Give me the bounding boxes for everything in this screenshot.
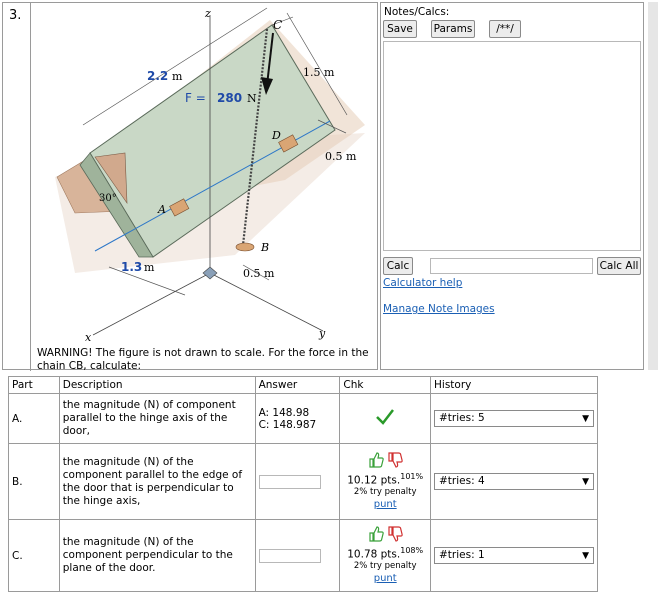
part-a: A.	[9, 394, 60, 444]
answer-a-line1: A: 148.98	[258, 406, 310, 419]
notes-title: Notes/Calcs:	[384, 6, 450, 18]
chk-b	[340, 444, 431, 520]
chk-a	[340, 394, 431, 444]
problem-frame	[2, 2, 378, 370]
label-d: D	[272, 129, 281, 142]
table-row	[9, 444, 598, 520]
header-answer: Answer	[255, 377, 340, 394]
punt-link-b[interactable]: punt	[373, 499, 397, 511]
question-number-cell	[3, 3, 31, 371]
answer-table	[8, 376, 598, 592]
answer-b	[255, 444, 340, 520]
params-button[interactable]: Params	[431, 20, 475, 38]
force-unit: N	[247, 92, 257, 105]
manage-images-link[interactable]: Manage Note Images	[383, 303, 495, 315]
angle-label: 30°	[99, 193, 117, 204]
dim-1-3-unit: m	[144, 261, 155, 274]
label-z: z	[205, 7, 211, 20]
history-select-c[interactable]	[434, 547, 594, 564]
figure	[35, 5, 375, 345]
history-select-a[interactable]	[434, 410, 594, 427]
points-c: 10.78 pts.	[347, 548, 401, 561]
label-a: A	[158, 203, 166, 216]
question-number: 3.	[9, 8, 22, 23]
thumbs-up-icon[interactable]	[368, 452, 384, 468]
header-history: History	[431, 377, 598, 394]
history-value-c: #tries: 1	[439, 549, 485, 561]
penalty-b: 2% try penalty	[353, 487, 417, 498]
table-row	[9, 520, 598, 592]
dim-0-5-bottom: 0.5 m	[243, 267, 275, 280]
chevron-down-icon: ▼	[582, 414, 589, 424]
history-a	[431, 394, 598, 444]
calculator-help-link[interactable]: Calculator help	[383, 277, 463, 289]
header-part: Part	[9, 377, 60, 394]
label-b: B	[261, 241, 270, 254]
label-y: y	[319, 327, 326, 340]
side-scroll-strip[interactable]	[648, 2, 658, 370]
calc-button[interactable]: Calc	[383, 257, 413, 275]
thumbs-up-icon[interactable]	[368, 526, 384, 542]
history-value-a: #tries: 5	[439, 412, 485, 424]
points-pct-b: 101%	[400, 471, 424, 481]
punt-link-c[interactable]: punt	[373, 573, 397, 585]
answer-a	[255, 394, 340, 444]
calc-all-button[interactable]: Calc All	[597, 257, 641, 275]
label-c: C	[273, 18, 283, 32]
answer-input-b[interactable]	[259, 475, 321, 489]
history-select-b[interactable]	[434, 473, 594, 490]
header-description: Description	[59, 377, 255, 394]
history-value-b: #tries: 4	[439, 475, 485, 487]
table-header-row	[9, 377, 598, 394]
force-value: 280	[217, 91, 243, 105]
points-b: 10.12 pts.	[347, 474, 401, 487]
force-prefix: F =	[185, 91, 206, 105]
notes-panel	[380, 2, 644, 370]
comment-button[interactable]: /**/	[489, 20, 521, 38]
thumbs-down-icon[interactable]	[387, 526, 403, 542]
answer-a-line2: C: 148.987	[258, 418, 317, 431]
dim-2-2-value: 2.2	[147, 69, 169, 83]
dim-0-5-top: 0.5 m	[325, 150, 357, 163]
thumbs-down-icon[interactable]	[387, 452, 403, 468]
checkmark-icon	[375, 408, 395, 426]
save-button[interactable]: Save	[383, 20, 417, 38]
table-row	[9, 394, 598, 444]
penalty-c: 2% try penalty	[353, 561, 417, 572]
history-b	[431, 444, 598, 520]
chevron-down-icon: ▼	[582, 551, 589, 561]
answer-c	[255, 520, 340, 592]
dim-1-3-value: 1.3	[121, 260, 143, 274]
part-b: B.	[9, 444, 60, 520]
description-c: the magnitude (N) of the component perpendicular to the plane of the door.	[59, 520, 255, 592]
anchor-b	[236, 243, 254, 251]
points-pct-c: 108%	[400, 545, 424, 555]
answer-input-c[interactable]	[259, 549, 321, 563]
description-b: the magnitude (N) of the component parallel to the edge of the door that is perpendicular to the hinge axis,	[59, 444, 255, 520]
label-x: x	[85, 331, 92, 344]
header-chk: Chk	[340, 377, 431, 394]
dim-2-2-unit: m	[172, 70, 183, 83]
notes-textarea[interactable]	[383, 41, 641, 251]
description-a: the magnitude (N) of component parallel to the hinge axis of the door,	[59, 394, 255, 444]
warning-text: WARNING! The figure is not drawn to scale. For the force in the chain CB, calculate:	[37, 347, 369, 372]
dim-1-5: 1.5 m	[303, 66, 335, 79]
chk-c	[340, 520, 431, 592]
chevron-down-icon: ▼	[582, 477, 589, 487]
y-axis	[210, 273, 323, 331]
history-c	[431, 520, 598, 592]
calc-input[interactable]	[430, 258, 593, 274]
part-c: C.	[9, 520, 60, 592]
origin-marker	[203, 267, 217, 279]
